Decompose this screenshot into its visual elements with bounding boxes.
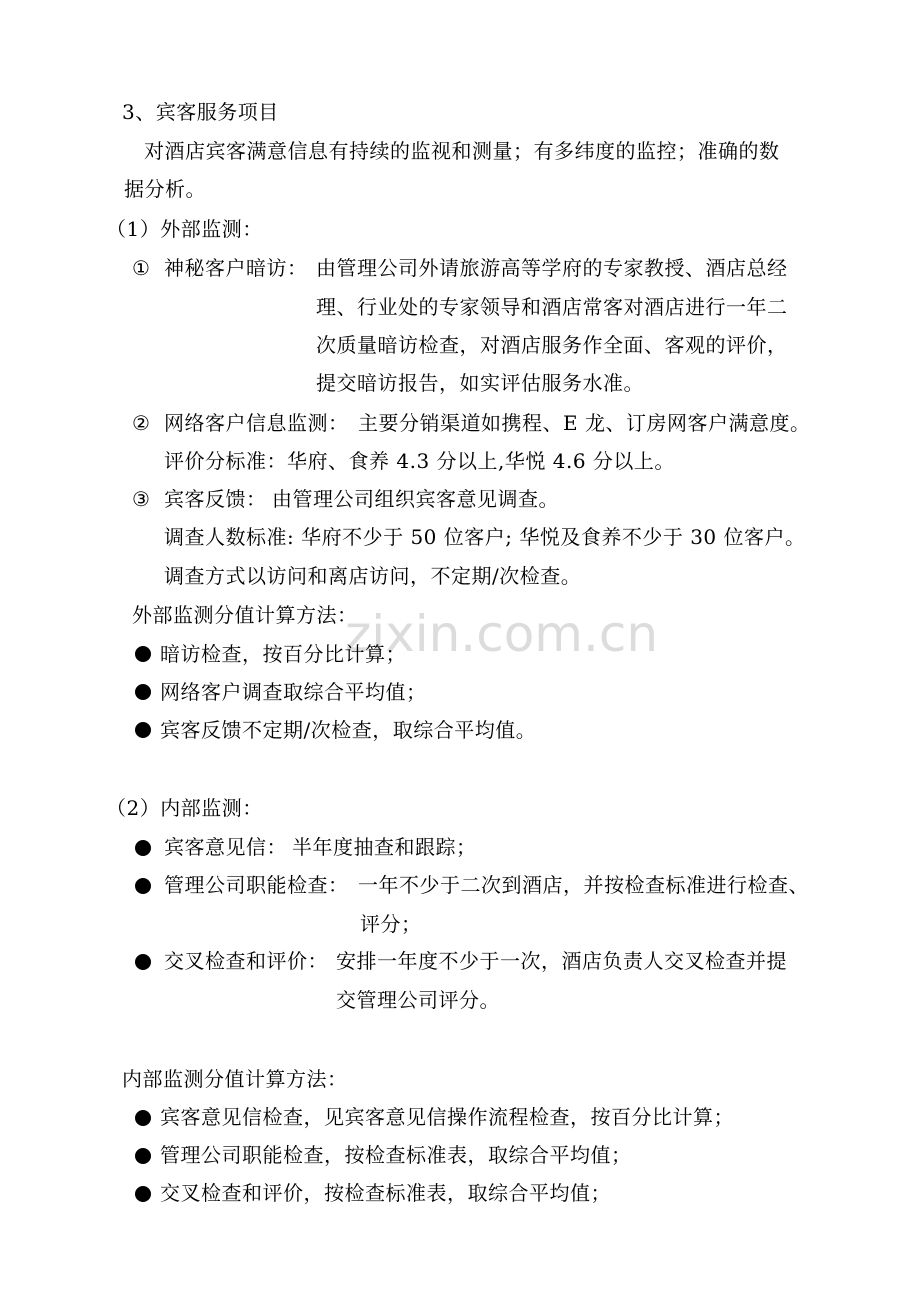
item-text-line: 评价分标准：华府、食养 4.3 分以上,华悦 4.6 分以上。	[164, 449, 675, 473]
bullet-icon	[135, 878, 151, 894]
internal-heading: （2）内部监测：	[106, 796, 263, 820]
item-marker-2: ②	[132, 411, 151, 435]
internal-item-text: 安排一年度不少于一次，酒店负责人交叉检查并提	[336, 949, 787, 973]
item-text-line: 提交暗访报告，如实评估服务水准。	[316, 371, 644, 395]
bullet-icon	[135, 1148, 151, 1164]
external-calc-heading: 外部监测分值计算方法：	[132, 603, 358, 627]
bullet-icon	[135, 722, 151, 738]
internal-item-text: 交管理公司评分。	[336, 988, 500, 1012]
intro-line-2: 据分析。	[124, 177, 206, 201]
bullet-icon	[135, 840, 151, 856]
intro-line-1: 对酒店宾客满意信息有持续的监视和测量；有多纬度的监控；准确的数	[144, 139, 780, 163]
bullet-icon	[135, 1110, 151, 1126]
item-text-line: 由管理公司外请旅游高等学府的专家教授、酒店总经	[316, 256, 788, 280]
internal-calc-item: 宾客意见信检查，见宾客意见信操作流程检查，按百分比计算；	[160, 1105, 734, 1129]
internal-calc-heading: 内部监测分值计算方法：	[122, 1067, 348, 1091]
item-label-mystery-guest: 神秘客户暗访：	[164, 256, 308, 280]
bullet-icon	[135, 684, 151, 700]
item-text-line: 调查人数标准: 华府不少于 50 位客户; 华悦及食养不少于 30 位客户。	[164, 525, 806, 549]
external-calc-item: 网络客户调查取综合平均值；	[160, 680, 427, 704]
item-label-guest-feedback: 宾客反馈：	[164, 487, 267, 511]
internal-item-text: 一年不少于二次到酒店，并按检查标准进行检查、	[358, 873, 809, 897]
item-text-line: 次质量暗访检查，对酒店服务作全面、客观的评价，	[316, 333, 788, 357]
item-text-line: 由管理公司组织宾客意见调查。	[272, 487, 559, 511]
bullet-icon	[135, 954, 151, 970]
item-label-online-monitoring: 网络客户信息监测：	[164, 411, 349, 435]
bullet-icon	[135, 646, 151, 662]
item-marker-3: ③	[132, 487, 151, 511]
external-calc-item: 暗访检查，按百分比计算；	[160, 642, 406, 666]
internal-item-label: 宾客意见信：	[164, 835, 287, 859]
internal-item-label: 交叉检查和评价：	[164, 949, 328, 973]
internal-calc-item: 交叉检查和评价，按检查标准表，取综合平均值；	[160, 1181, 611, 1205]
bullet-icon	[135, 1186, 151, 1202]
internal-item-label: 管理公司职能检查：	[164, 873, 349, 897]
section-title: 3、宾客服务项目	[122, 100, 279, 124]
item-text-line: 理、行业处的专家领导和酒店常客对酒店进行一年二	[316, 295, 788, 319]
external-calc-item: 宾客反馈不定期/次检查，取综合平均值。	[160, 718, 537, 742]
internal-item-text: 半年度抽查和跟踪；	[292, 835, 477, 859]
watermark: zixin.com.cn	[345, 605, 659, 663]
item-marker-1: ①	[132, 256, 151, 280]
internal-calc-item: 管理公司职能检查，按检查标准表，取综合平均值；	[160, 1143, 632, 1167]
external-heading: （1）外部监测：	[106, 217, 263, 241]
internal-item-text: 评分；	[360, 912, 422, 936]
item-text-line: 主要分销渠道如携程、E 龙、订房网客户满意度。	[358, 411, 811, 435]
item-text-line: 调查方式以访问和离店访问，不定期/次检查。	[164, 564, 582, 588]
